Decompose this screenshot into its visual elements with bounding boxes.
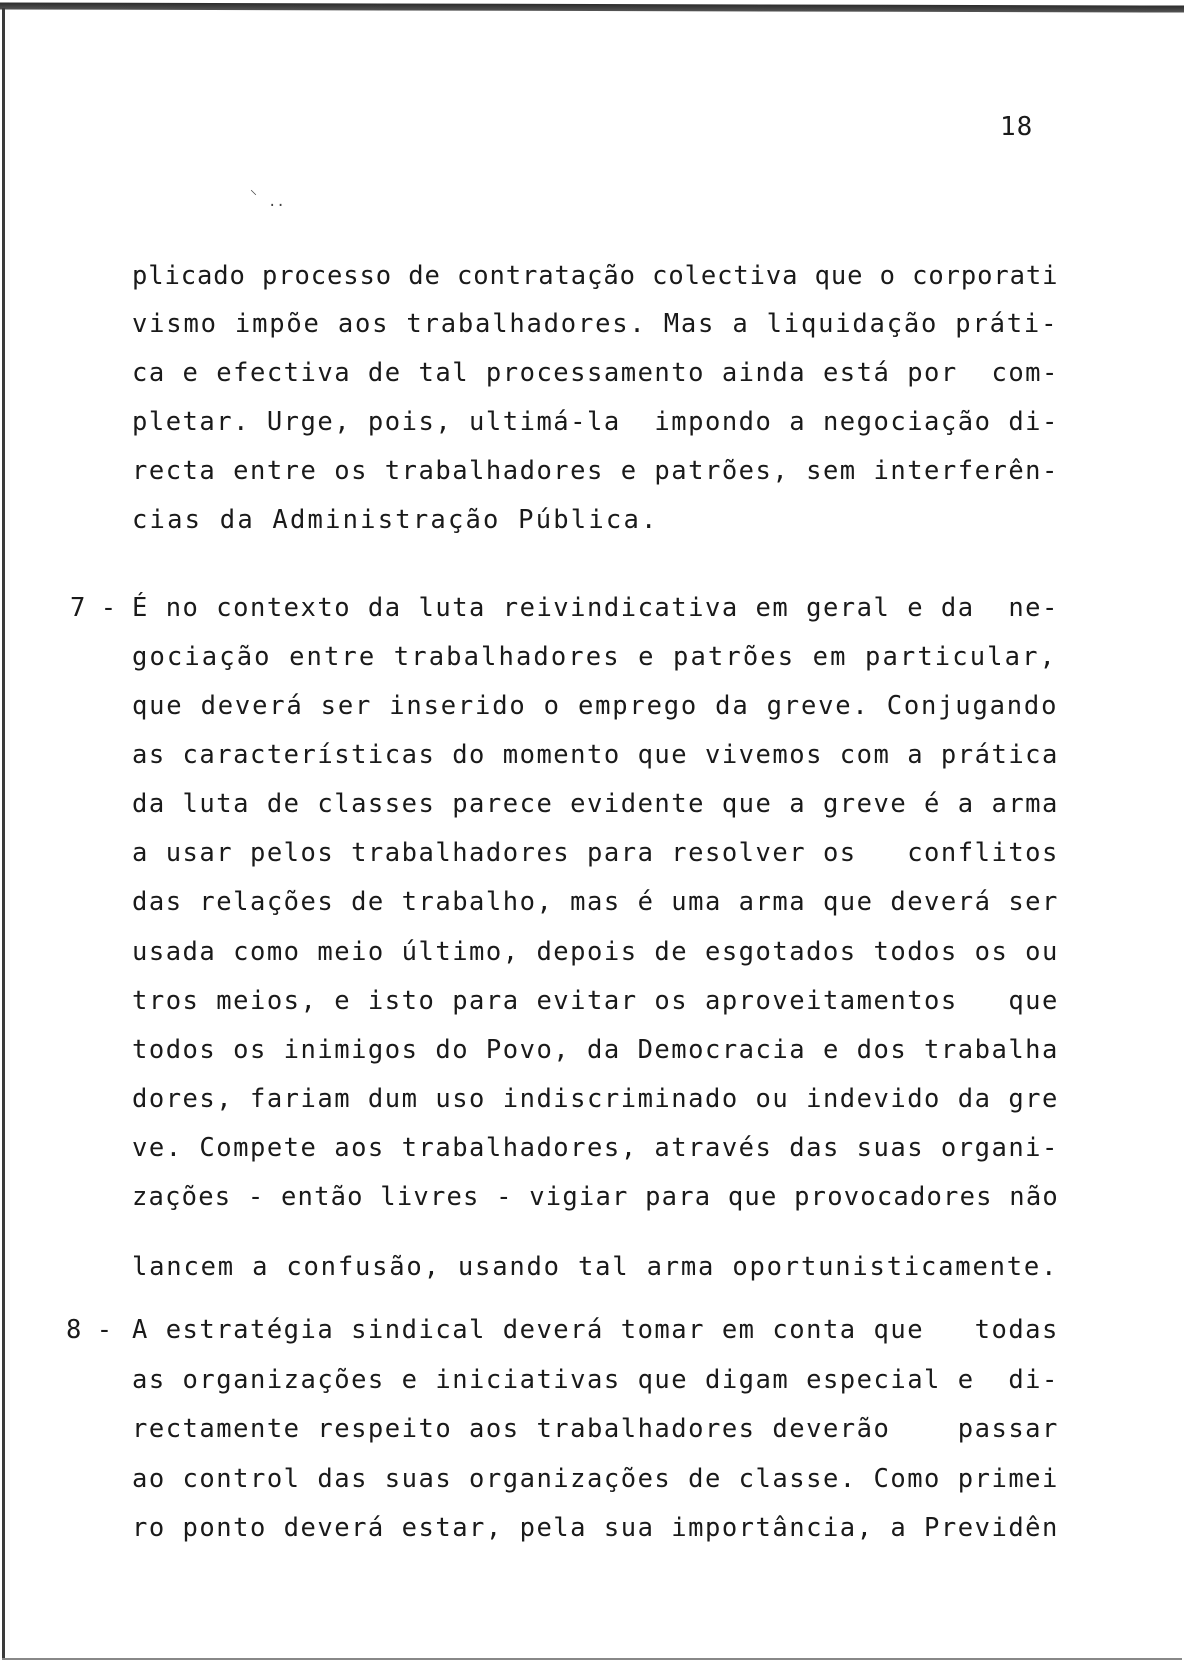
text-line: zações - então livres - vigiar para que provocadores não bbox=[132, 1182, 1059, 1212]
scan-border-left bbox=[2, 8, 5, 1660]
scan-border-top bbox=[0, 2, 1184, 12]
text-line: recta entre os trabalhadores e patrões, sem interferên- bbox=[132, 456, 1059, 486]
text-line: tros meios, e isto para evitar os aproveitamentos que bbox=[132, 986, 1059, 1016]
text-line: ca e efectiva de tal processamento ainda está por com- bbox=[132, 358, 1059, 388]
paragraph-number: 7 - bbox=[70, 593, 117, 623]
text-line: pletar. Urge, pois, ultimá-la impondo a negociação di- bbox=[132, 407, 1059, 437]
paragraph-number: 8 - bbox=[66, 1315, 113, 1345]
text-line: a usar pelos trabalhadores para resolver os conflitos bbox=[132, 838, 1059, 868]
text-line: rectamente respeito aos trabalhadores deverão passar bbox=[132, 1414, 1059, 1444]
text-line: todos os inimigos do Povo, da Democracia e dos trabalha bbox=[132, 1035, 1059, 1065]
text-line: É no contexto da luta reivindicativa em geral e da ne- bbox=[132, 593, 1059, 623]
scan-smudge: ·· bbox=[268, 198, 285, 214]
page-number: 18 bbox=[1000, 112, 1034, 142]
text-line: ro ponto deverá estar, pela sua importância, a Previdên bbox=[132, 1513, 1059, 1543]
text-line: ao control das suas organizações de classe. Como primei bbox=[132, 1464, 1059, 1494]
text-line: A estratégia sindical deverá tomar em conta que todas bbox=[132, 1315, 1059, 1345]
text-line: usada como meio último, depois de esgotados todos os ou bbox=[132, 937, 1059, 967]
text-line: gociação entre trabalhadores e patrões em particular, bbox=[132, 642, 1057, 672]
scan-border-bottom bbox=[2, 1658, 1182, 1660]
text-line: que deverá ser inserido o emprego da greve. Conjugando bbox=[132, 691, 1059, 721]
text-line: lancem a confusão, usando tal arma oportunisticamente. bbox=[132, 1252, 1059, 1282]
text-line: as organizações e iniciativas que digam especial e di- bbox=[132, 1365, 1059, 1395]
text-line: ve. Compete aos trabalhadores, através das suas organi- bbox=[132, 1133, 1059, 1163]
text-line: dores, fariam dum uso indiscriminado ou indevido da gre bbox=[132, 1084, 1059, 1114]
text-line: da luta de classes parece evidente que a greve é a arma bbox=[132, 789, 1059, 819]
text-line: vismo impõe aos trabalhadores. Mas a liquidação práti- bbox=[132, 309, 1059, 339]
text-line: as características do momento que vivemos com a prática bbox=[132, 740, 1059, 770]
scan-smudge: ⸜ bbox=[250, 182, 257, 198]
text-line: plicado processo de contratação colectiva que o corporati bbox=[132, 261, 1059, 291]
text-line: cias da Administração Pública. bbox=[132, 505, 659, 535]
text-line: das relações de trabalho, mas é uma arma que deverá ser bbox=[132, 887, 1059, 917]
